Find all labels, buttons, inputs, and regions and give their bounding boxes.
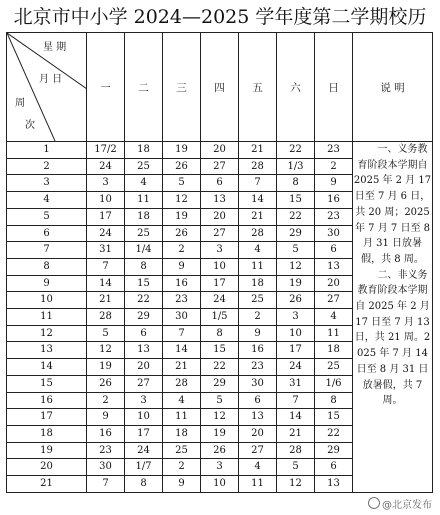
date-cell: 21 bbox=[277, 425, 315, 442]
date-cell: 29 bbox=[125, 309, 163, 326]
date-cell: 15 bbox=[315, 409, 353, 426]
date-cell: 1/4 bbox=[125, 242, 163, 259]
date-cell: 7 bbox=[277, 392, 315, 409]
date-cell: 30 bbox=[163, 309, 201, 326]
date-cell: 26 bbox=[87, 375, 125, 392]
date-cell: 27 bbox=[125, 375, 163, 392]
date-cell: 6 bbox=[315, 242, 353, 259]
date-cell: 16 bbox=[315, 192, 353, 209]
watermark-text: @北京发布 bbox=[382, 500, 432, 511]
date-cell: 19 bbox=[277, 275, 315, 292]
date-cell: 20 bbox=[125, 359, 163, 376]
date-cell: 5 bbox=[277, 242, 315, 259]
header-row bbox=[7, 33, 433, 142]
date-cell: 29 bbox=[277, 225, 315, 242]
date-cell: 17/2 bbox=[87, 142, 125, 159]
weekday-header-fri: 五 bbox=[239, 33, 277, 142]
date-cell: 5 bbox=[163, 175, 201, 192]
date-cell: 2 bbox=[87, 392, 125, 409]
date-cell: 4 bbox=[125, 175, 163, 192]
date-cell: 23 bbox=[315, 142, 353, 159]
date-cell: 18 bbox=[125, 142, 163, 159]
date-cell: 1/6 bbox=[315, 375, 353, 392]
date-cell: 23 bbox=[239, 359, 277, 376]
note-paragraph: 二、非义务教育阶段本学期自 2025 年 2 月 17 日至 7 月 13 日，共 21 周。2025 年 7 月 14 日至 8 月 31 日放暑假，共 7 周。 bbox=[354, 269, 431, 407]
date-cell: 16 bbox=[239, 342, 277, 359]
date-cell: 18 bbox=[163, 425, 201, 442]
date-cell: 9 bbox=[315, 175, 353, 192]
weekday-header-wed: 三 bbox=[163, 33, 201, 142]
date-cell: 27 bbox=[201, 158, 239, 175]
date-cell: 11 bbox=[315, 325, 353, 342]
date-cell: 5 bbox=[277, 459, 315, 476]
date-cell: 19 bbox=[163, 142, 201, 159]
date-cell: 28 bbox=[87, 309, 125, 326]
date-cell: 1/5 bbox=[201, 309, 239, 326]
date-cell: 26 bbox=[201, 442, 239, 459]
date-cell: 8 bbox=[315, 392, 353, 409]
date-cell: 14 bbox=[163, 342, 201, 359]
date-cell: 15 bbox=[201, 342, 239, 359]
date-cell: 3 bbox=[125, 392, 163, 409]
date-cell: 6 bbox=[201, 175, 239, 192]
date-cell: 24 bbox=[277, 359, 315, 376]
date-cell: 12 bbox=[201, 409, 239, 426]
date-cell: 11 bbox=[125, 192, 163, 209]
date-cell: 1/7 bbox=[125, 459, 163, 476]
date-cell: 10 bbox=[201, 476, 239, 493]
date-cell: 21 bbox=[163, 359, 201, 376]
week-number-cell: 18 bbox=[7, 425, 87, 442]
notes-cell bbox=[353, 142, 433, 493]
date-cell: 13 bbox=[315, 476, 353, 493]
date-cell: 6 bbox=[125, 325, 163, 342]
date-cell: 21 bbox=[239, 208, 277, 225]
date-cell: 18 bbox=[125, 208, 163, 225]
week-number-cell: 13 bbox=[7, 342, 87, 359]
date-cell: 11 bbox=[239, 476, 277, 493]
date-cell: 28 bbox=[239, 225, 277, 242]
date-cell: 8 bbox=[125, 476, 163, 493]
date-cell: 16 bbox=[163, 275, 201, 292]
week-number-cell: 10 bbox=[7, 292, 87, 309]
date-cell: 2 bbox=[163, 242, 201, 259]
date-cell: 8 bbox=[201, 325, 239, 342]
date-cell: 22 bbox=[315, 425, 353, 442]
date-cell: 15 bbox=[125, 275, 163, 292]
corner-label-xingqi: 星 期 bbox=[43, 42, 67, 53]
page-title: 北京市中小学 2024—2025 学年度第二学期校历 bbox=[13, 6, 427, 28]
date-cell: 24 bbox=[201, 292, 239, 309]
date-cell: 3 bbox=[277, 309, 315, 326]
date-cell: 6 bbox=[239, 392, 277, 409]
week-number-cell: 8 bbox=[7, 258, 87, 275]
date-cell: 23 bbox=[163, 292, 201, 309]
week-number-cell: 5 bbox=[7, 208, 87, 225]
date-cell: 18 bbox=[315, 342, 353, 359]
date-cell: 25 bbox=[315, 359, 353, 376]
date-cell: 27 bbox=[239, 442, 277, 459]
date-cell: 2 bbox=[239, 309, 277, 326]
week-number-cell: 16 bbox=[7, 392, 87, 409]
date-cell: 9 bbox=[163, 258, 201, 275]
weekday-header-sat: 六 bbox=[277, 33, 315, 142]
date-cell: 20 bbox=[315, 275, 353, 292]
date-cell: 8 bbox=[277, 175, 315, 192]
date-cell: 17 bbox=[87, 208, 125, 225]
date-cell: 9 bbox=[87, 409, 125, 426]
watermark bbox=[368, 496, 432, 511]
date-cell: 14 bbox=[87, 275, 125, 292]
date-cell: 18 bbox=[239, 275, 277, 292]
week-number-cell: 1 bbox=[7, 142, 87, 159]
week-number-cell: 17 bbox=[7, 409, 87, 426]
date-cell: 1/3 bbox=[277, 158, 315, 175]
date-cell: 13 bbox=[201, 192, 239, 209]
date-cell: 29 bbox=[201, 375, 239, 392]
date-cell: 7 bbox=[163, 325, 201, 342]
date-cell: 5 bbox=[87, 325, 125, 342]
weekday-header-sun: 日 bbox=[315, 33, 353, 142]
corner-header-cell bbox=[7, 33, 87, 142]
school-calendar-table bbox=[6, 32, 433, 493]
date-cell: 3 bbox=[87, 175, 125, 192]
date-cell: 12 bbox=[277, 258, 315, 275]
date-cell: 23 bbox=[87, 442, 125, 459]
date-cell: 6 bbox=[315, 459, 353, 476]
corner-label-yueri: 月 日 bbox=[39, 74, 63, 85]
date-cell: 24 bbox=[125, 442, 163, 459]
date-cell: 4 bbox=[163, 392, 201, 409]
week-number-cell: 21 bbox=[7, 476, 87, 493]
week-number-cell: 3 bbox=[7, 175, 87, 192]
week-number-cell: 19 bbox=[7, 442, 87, 459]
date-cell: 20 bbox=[201, 208, 239, 225]
date-cell: 5 bbox=[201, 392, 239, 409]
notes-header: 说 明 bbox=[353, 33, 433, 142]
week-number-cell: 11 bbox=[7, 309, 87, 326]
date-cell: 11 bbox=[163, 409, 201, 426]
week-number-cell: 9 bbox=[7, 275, 87, 292]
date-cell: 31 bbox=[87, 242, 125, 259]
date-cell: 22 bbox=[277, 208, 315, 225]
date-cell: 17 bbox=[125, 425, 163, 442]
date-cell: 13 bbox=[239, 409, 277, 426]
date-cell: 2 bbox=[315, 158, 353, 175]
date-cell: 22 bbox=[201, 359, 239, 376]
week-number-cell: 14 bbox=[7, 359, 87, 376]
date-cell: 8 bbox=[125, 258, 163, 275]
date-cell: 14 bbox=[277, 409, 315, 426]
date-cell: 24 bbox=[87, 158, 125, 175]
date-cell: 28 bbox=[277, 442, 315, 459]
week-number-cell: 4 bbox=[7, 192, 87, 209]
date-cell: 13 bbox=[125, 342, 163, 359]
date-cell: 10 bbox=[87, 192, 125, 209]
date-cell: 30 bbox=[315, 225, 353, 242]
date-cell: 19 bbox=[201, 425, 239, 442]
date-cell: 16 bbox=[87, 425, 125, 442]
date-cell: 28 bbox=[239, 158, 277, 175]
date-cell: 10 bbox=[201, 258, 239, 275]
date-cell: 22 bbox=[277, 142, 315, 159]
corner-label-zhou: 周 bbox=[15, 98, 25, 109]
date-cell: 11 bbox=[239, 258, 277, 275]
date-cell: 31 bbox=[277, 375, 315, 392]
date-cell: 19 bbox=[163, 208, 201, 225]
note-paragraph: 一、义务教育阶段本学期自 2025 年 2 月 17 日至 7 月 6 日，共 20 周；2025 年 7 月 7 日至 8 月 31 日放暑假，共 8 周。 bbox=[353, 144, 432, 265]
weekday-header-tue: 二 bbox=[125, 33, 163, 142]
date-cell: 25 bbox=[125, 225, 163, 242]
week-number-cell: 7 bbox=[7, 242, 87, 259]
date-cell: 3 bbox=[201, 459, 239, 476]
date-cell: 9 bbox=[163, 476, 201, 493]
week-number-cell: 2 bbox=[7, 158, 87, 175]
date-cell: 27 bbox=[315, 292, 353, 309]
week-number-cell: 15 bbox=[7, 375, 87, 392]
date-cell: 4 bbox=[239, 242, 277, 259]
date-cell: 20 bbox=[201, 142, 239, 159]
date-cell: 17 bbox=[277, 342, 315, 359]
week-number-cell: 12 bbox=[7, 325, 87, 342]
date-cell: 14 bbox=[239, 192, 277, 209]
table-row bbox=[7, 142, 433, 159]
date-cell: 12 bbox=[277, 476, 315, 493]
date-cell: 24 bbox=[87, 225, 125, 242]
date-cell: 23 bbox=[315, 208, 353, 225]
date-cell: 26 bbox=[163, 158, 201, 175]
date-cell: 10 bbox=[125, 409, 163, 426]
date-cell: 20 bbox=[239, 425, 277, 442]
date-cell: 25 bbox=[239, 292, 277, 309]
weekday-header-mon: 一 bbox=[87, 33, 125, 142]
weekday-header-thu: 四 bbox=[201, 33, 239, 142]
date-cell: 21 bbox=[239, 142, 277, 159]
date-cell: 7 bbox=[239, 175, 277, 192]
date-cell: 9 bbox=[239, 325, 277, 342]
date-cell: 27 bbox=[201, 225, 239, 242]
date-cell: 19 bbox=[87, 359, 125, 376]
weibo-icon bbox=[368, 497, 380, 509]
date-cell: 12 bbox=[87, 342, 125, 359]
date-cell: 25 bbox=[125, 158, 163, 175]
date-cell: 29 bbox=[315, 442, 353, 459]
date-cell: 25 bbox=[163, 442, 201, 459]
date-cell: 12 bbox=[163, 192, 201, 209]
date-cell: 17 bbox=[201, 275, 239, 292]
date-cell: 7 bbox=[87, 476, 125, 493]
week-number-cell: 20 bbox=[7, 459, 87, 476]
date-cell: 4 bbox=[315, 309, 353, 326]
date-cell: 30 bbox=[239, 375, 277, 392]
date-cell: 7 bbox=[87, 258, 125, 275]
date-cell: 26 bbox=[277, 292, 315, 309]
date-cell: 4 bbox=[239, 459, 277, 476]
date-cell: 2 bbox=[163, 459, 201, 476]
date-cell: 15 bbox=[277, 192, 315, 209]
date-cell: 22 bbox=[125, 292, 163, 309]
corner-label-ci: 次 bbox=[25, 120, 35, 131]
date-cell: 21 bbox=[87, 292, 125, 309]
date-cell: 13 bbox=[315, 258, 353, 275]
date-cell: 26 bbox=[163, 225, 201, 242]
date-cell: 30 bbox=[87, 459, 125, 476]
date-cell: 3 bbox=[201, 242, 239, 259]
date-cell: 10 bbox=[277, 325, 315, 342]
date-cell: 28 bbox=[163, 375, 201, 392]
week-number-cell: 6 bbox=[7, 225, 87, 242]
